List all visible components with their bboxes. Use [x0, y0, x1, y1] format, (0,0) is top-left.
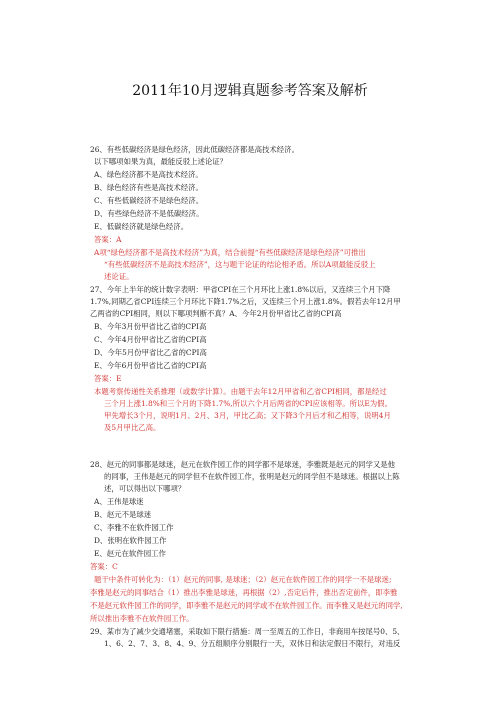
- q26-option-a: A、绿色经济都不是高技术经济。: [94, 170, 203, 179]
- q26-option-e: E、低碳经济就是绿色经济。: [94, 222, 189, 231]
- q28-option-d: D、张明在软件园工作: [94, 536, 167, 545]
- q27-stem-line: 27、今年上半年的统计数字表明：甲省CPI在三个月环比上涨1.8%以后，又连续三个月下降: [90, 285, 391, 294]
- q29-stem-line: 29、某市为了减少交通堵塞，采取如下限行措施：周一至周五的工作日，非商用车按尾号0、5、: [90, 627, 405, 636]
- q27-option-e: E、今年6月份甲省比乙省的CPI高: [94, 361, 207, 370]
- q27-stem-line: 1.7%,同期乙省CPI连续三个月环比下降1.7%之后，又连续三个月上涨1.8%。假若去年12月甲: [90, 297, 401, 306]
- q27-explanation-line: 三个月上涨1.8%和三个月的下降1.7%,所以六个月后两省的CPI应该相等。所以E为假。: [104, 399, 392, 408]
- q29-stem-line: 1、6、2、7、3、8、4、9、分五组顺序分别限行一天，双休日和法定假日不限行，对违反: [104, 639, 401, 648]
- q27-stem-line: 乙两省的CPI相同，则以下哪项判断不真？A、今年2月份甲省比乙省的CPI高: [90, 309, 342, 318]
- q26-explanation-line: “有些低碳经济不是高技术经济”，这与题干论证的结论相矛盾。所以A项最能反驳上: [104, 260, 376, 269]
- q26-explanation-line: 述论证。: [104, 272, 134, 281]
- q28-explanation-line: 所以推出李雅不在软件园工作。: [90, 614, 194, 623]
- q26-option-d: D、有些绿色经济不是低碳经济。: [94, 209, 204, 218]
- q27-option-b: B、今年3月份甲省比乙省的CPI高: [94, 322, 207, 331]
- q27-option-c: C、今年4月份甲省比乙省的CPI高: [94, 335, 207, 344]
- q28-explanation-line: 不是赵元软件园工作的同学，即李雅不是赵元的同学或不在软件园工作。而李雅又是赵元的同学,: [90, 601, 403, 610]
- q27-explanation-line: 本题考察传递性关系推理（或数学计算）。由题干去年12月甲省和乙省CPI相同，都是经过: [94, 387, 387, 396]
- q28-stem-line: 的同事，王伟是赵元的同学但不在软件园工作，张明是赵元的同学但不是球迷。根据以上陈: [104, 472, 400, 481]
- q28-option-b: B、赵元不是球迷: [94, 510, 152, 519]
- q26-option-c: C、有些低碳经济不是绿色经济。: [94, 196, 204, 205]
- q28-option-a: A、王伟是球迷: [94, 497, 144, 506]
- q26-answer: 答案：A: [94, 235, 122, 244]
- q26-option-b: B、绿色经济有些是高技术经济。: [94, 183, 203, 192]
- q27-option-d: D、今年5月份甲省比乙省的CPI高: [94, 348, 207, 357]
- q28-stem-line: 28、赵元的同事都是球迷，赵元在软件园工作的同学都不是球迷，李雅既是赵元的同学又是他: [90, 460, 396, 469]
- q28-explanation-line: 题干中条件可转化为：（1）赵元的同事, 是球迷；（2）赵元在软件园工作的同学一不是球迷;: [94, 575, 392, 584]
- q27-explanation-line: 甲先增长3个月，说明1月、2月、3月，甲比乙高；又下降3个月后才和乙相等，说明4月: [104, 411, 391, 420]
- q28-option-e: E、赵元在软件园工作: [94, 549, 166, 558]
- q28-answer: 答案：C: [90, 562, 118, 571]
- q27-explanation-line: 及5月甲比乙高。: [104, 423, 161, 432]
- q27-answer: 答案：E: [94, 374, 122, 383]
- q28-option-c: C、李雅不在软件园工作: [94, 523, 174, 532]
- q26-stem: 26、有些低碳经济是绿色经济，因此低碳经济都是高技术经济。: [90, 145, 299, 154]
- q26-prompt: 以下哪项如果为真，最能反驳上述论证？: [94, 157, 228, 166]
- q26-explanation-line: A项“绿色经济都不是高技术经济”为真，结合前提“有些低碳经济是绿色经济”可推出: [94, 248, 366, 257]
- page-title: 2011年10月逻辑真题参考答案及解析: [132, 83, 368, 99]
- q28-explanation-line: 李雅是赵元的同事结合（1）推出李雅是球迷，再根据（2）,否定后件，推出否定前件，即李雅: [90, 588, 398, 597]
- q28-stem-line: 述，可以得出以下哪项？: [104, 484, 186, 493]
